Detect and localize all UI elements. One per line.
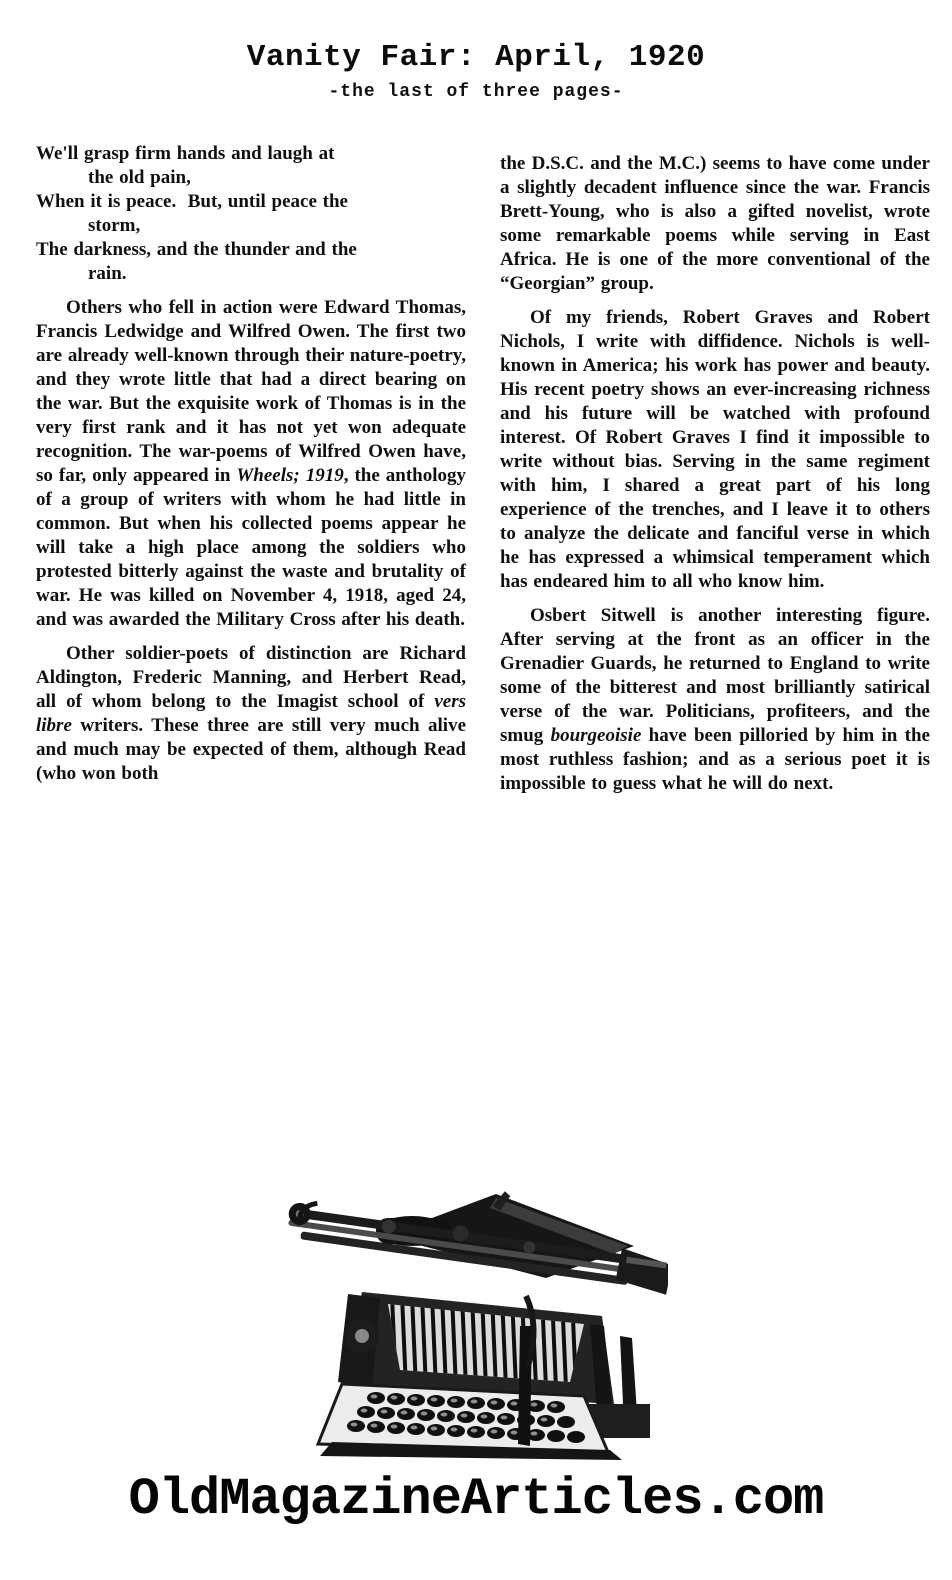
paragraph: the D.S.C. and the M.C.) seems to have come under a slightly decadent influence since the war. Francis Brett-Young, who is also a gifted novelist, wrote some remarkable poems while serving in East Africa. He is one of the more conventional of the “Georgian” group.	[500, 153, 930, 294]
page-footer	[0, 1470, 952, 1529]
page-title: Vanity Fair: April, 1920	[246, 40, 706, 75]
paragraph: Of my friends, Robert Graves and Robert Nichols, I write with diffidence. Nichols is well-known in America; his work has power and beauty. His recent poetry shows an ever-increasing richness and his future will be watched with profound interest. Of Robert Graves I find it impossible to write without bias. Serving in the same regiment with him, I shared a great part of his long experience of the trenches, and I leave it to others to analyze the delicate and fanciful verse in which he has expressed a whimsical temperament which has endeared him to all who know him.	[500, 307, 930, 592]
article-body	[0, 142, 952, 964]
verse-line: When it is peace. But, until peace the	[36, 191, 348, 212]
paragraph: Other soldier-poets of distinction are Richard Aldington, Frederic Manning, and Herbert Read, all of whom belong to the Imagist school of vers libre writers. These three are still very much alive and much may be expected of them, although Read (who won both	[36, 643, 466, 784]
verse-line: We'll grasp firm hands and laugh at	[36, 143, 335, 164]
page-header	[0, 0, 952, 102]
verse-line: rain.	[88, 263, 127, 284]
paragraph: Osbert Sitwell is another interesting figure. After serving at the front as an officer in the Grenadier Guards, he returned to England to write some of the bitterest and most brilliantly satirical verse of the war. Politicians, profiteers, and the smug bourgeoisie have been pilloried by him in the most ruthless fashion; and as a serious poet it is impossible to guess what he will do next.	[500, 605, 930, 794]
left-column	[36, 142, 466, 964]
paragraph: Others who fell in action were Edward Thomas, Francis Ledwidge and Wilfred Owen. The first two are already well-known through their nature-poetry, and they wrote little that had a direct bearing on the war. But the exquisite work of Thomas is in the very first rank and it has not yet won adequate recognition. The war-poems of Wilfred Owen have, so far, only appeared in Wheels; 1919, the anthology of a group of writers with whom he had little in common. But when his collected poems appear he will take a high place among the soldiers who protested bitterly against the waste and brutality of war. He was killed on November 4, 1918, aged 24, and was awarded the Military Cross after his death.	[36, 297, 466, 630]
watermark-text: OldMagazineArticles.com	[128, 1470, 824, 1529]
right-column	[500, 142, 930, 964]
verse-line: the old pain,	[88, 167, 191, 188]
verse-line: storm,	[88, 215, 141, 236]
typewriter-icon	[284, 1176, 668, 1460]
typewriter-illustration	[284, 1176, 668, 1460]
page-subtitle: -the last of three pages-	[328, 82, 624, 102]
verse-line: The darkness, and the thunder and the	[36, 239, 357, 260]
